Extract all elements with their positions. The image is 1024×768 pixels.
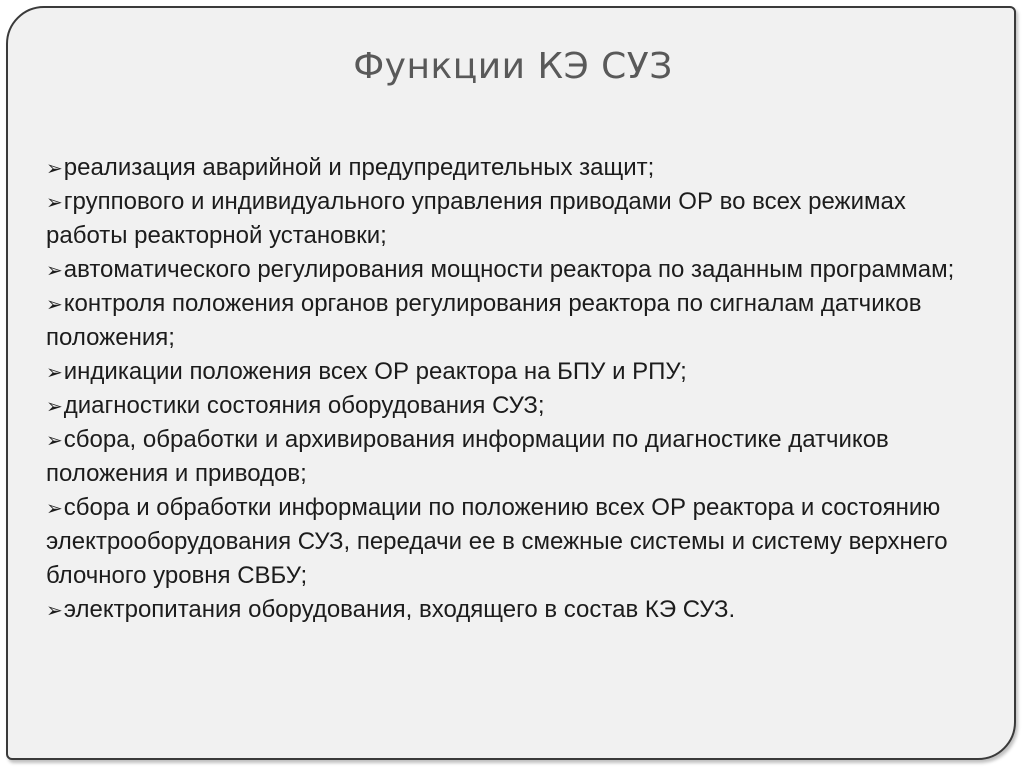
arrow-bullet-icon: ➢ — [46, 394, 63, 418]
arrow-bullet-icon: ➢ — [46, 258, 63, 282]
list-item-text: группового и индивидуального управления приводами ОР во всех режимах работы реакторной установки; — [46, 188, 906, 249]
list-item — [46, 355, 976, 389]
list-item-text: сбора, обработки и архивирования информации по диагностике датчиков положения и приводов; — [46, 426, 889, 487]
list-item-text: сбора и обработки информации по положению всех ОР реактора и состоянию электрооборудования СУЗ, передачи ее в смежные системы и систему верхнего блочного уровня СВБУ; — [46, 494, 948, 589]
list-item — [46, 287, 976, 355]
list-item — [46, 185, 976, 253]
arrow-bullet-icon: ➢ — [46, 360, 63, 384]
list-item-text: автоматического регулирования мощности реактора по заданным программам; — [63, 256, 955, 283]
arrow-bullet-icon: ➢ — [46, 598, 63, 622]
list-item-text: контроля положения органов регулирования реактора по сигналам датчиков положения; — [46, 290, 922, 351]
list-item-text: диагностики состояния оборудования СУЗ; — [63, 392, 545, 419]
list-item — [46, 491, 976, 593]
slide-frame — [6, 6, 1016, 760]
list-item — [46, 253, 976, 287]
list-item-text: реализация аварийной и предупредительных защит; — [63, 154, 655, 181]
list-item — [46, 593, 976, 627]
arrow-bullet-icon: ➢ — [46, 428, 63, 452]
arrow-bullet-icon: ➢ — [46, 292, 63, 316]
list-item-text: индикации положения всех ОР реактора на БПУ и РПУ; — [63, 358, 687, 385]
arrow-bullet-icon: ➢ — [46, 190, 63, 214]
arrow-bullet-icon: ➢ — [46, 156, 63, 180]
bullet-list — [46, 151, 976, 627]
list-item — [46, 389, 976, 423]
list-item — [46, 151, 976, 185]
arrow-bullet-icon: ➢ — [46, 496, 63, 520]
list-item — [46, 423, 976, 491]
list-item-text: электропитания оборудования, входящего в состав КЭ СУЗ. — [63, 596, 736, 623]
slide-title: Функции КЭ СУЗ — [353, 46, 673, 87]
